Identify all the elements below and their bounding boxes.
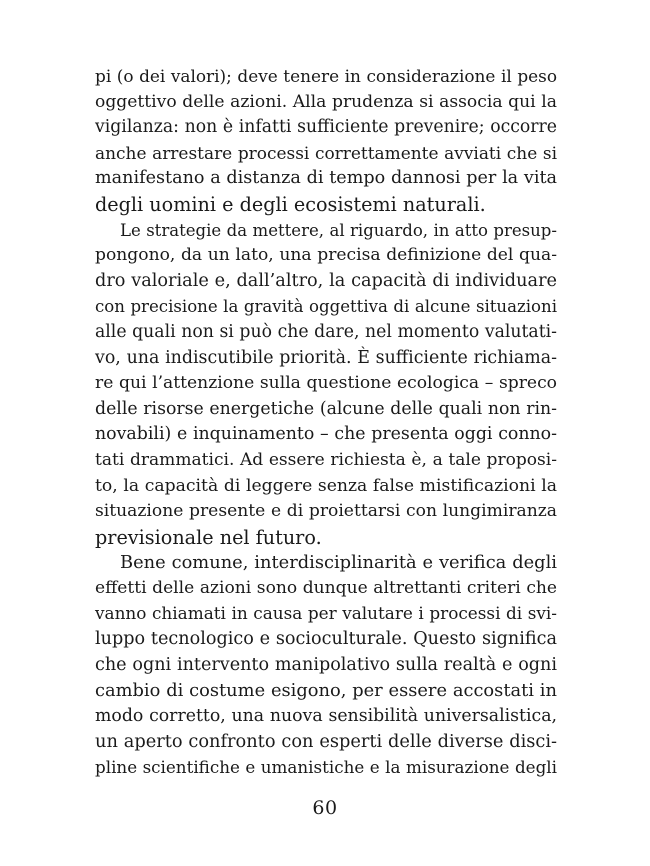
text-line: cambio di costume esigono, per essere accostati in xyxy=(95,680,557,702)
text-line: degli uomini e degli ecosistemi naturali. xyxy=(95,192,486,216)
text-line: vo, una indiscutibile priorità. È sufficiente richiama- xyxy=(95,347,557,368)
text-line: Le strategie da mettere, al riguardo, in atto presup- xyxy=(120,220,557,240)
text-line: effetti delle azioni sono dunque altrettanti criteri che xyxy=(95,577,557,598)
text-line: previsionale nel futuro. xyxy=(95,525,322,549)
text-line: luppo tecnologico e socioculturale. Questo significa xyxy=(95,629,557,650)
page-body xyxy=(95,64,557,781)
text-line: manifestano a distanza di tempo dannosi per la vita xyxy=(95,168,557,189)
text-line: con precisione la gravità oggettiva di alcune situazioni xyxy=(95,297,557,317)
text-line: dro valoriale e, dall’altro, la capacità di individuare xyxy=(95,270,557,291)
text-line: re qui l’attenzione sulla questione ecologica – spreco xyxy=(95,373,557,394)
text-line: tati drammatici. Ad essere richiesta è, a tale proposi- xyxy=(95,449,557,470)
page-number: 60 xyxy=(312,797,338,819)
text-line: vanno chiamati in causa per valutare i processi di svi- xyxy=(95,603,557,624)
text-line: to, la capacità di leggere senza false mistificazioni la xyxy=(95,475,557,496)
text-line: pongono, da un lato, una precisa definizione del qua- xyxy=(95,245,557,266)
paragraph-1 xyxy=(95,64,557,218)
text-line: che ogni intervento manipolativo sulla realtà e ogni xyxy=(95,654,557,675)
text-line: pi (o dei valori); deve tenere in considerazione il peso xyxy=(95,66,557,86)
text-line: situazione presente e di proiettarsi con lungimiranza xyxy=(95,501,557,522)
text-line: delle risorse energetiche (alcune delle quali non rin- xyxy=(95,398,557,419)
text-line: oggettivo delle azioni. Alla prudenza si associa qui la xyxy=(95,91,557,112)
text-line: modo corretto, una nuova sensibilità universalistica, xyxy=(95,705,557,726)
text-line: Bene comune, interdisciplinarità e verifica degli xyxy=(120,552,557,574)
text-line: vigilanza: non è infatti sufficiente prevenire; occorre xyxy=(95,117,557,138)
text-line: un aperto confronto con esperti delle diverse disci- xyxy=(95,731,557,753)
paragraph-3 xyxy=(95,550,557,780)
paragraph-2 xyxy=(95,218,557,551)
text-line: pline scientifiche e umanistiche e la misurazione degli xyxy=(95,757,557,778)
text-line: alle quali non si può che dare, nel momento valutati- xyxy=(95,321,557,342)
text-line: novabili) e inquinamento – che presenta oggi conno- xyxy=(95,424,557,445)
text-line: anche arrestare processi correttamente avviati che si xyxy=(95,142,557,163)
